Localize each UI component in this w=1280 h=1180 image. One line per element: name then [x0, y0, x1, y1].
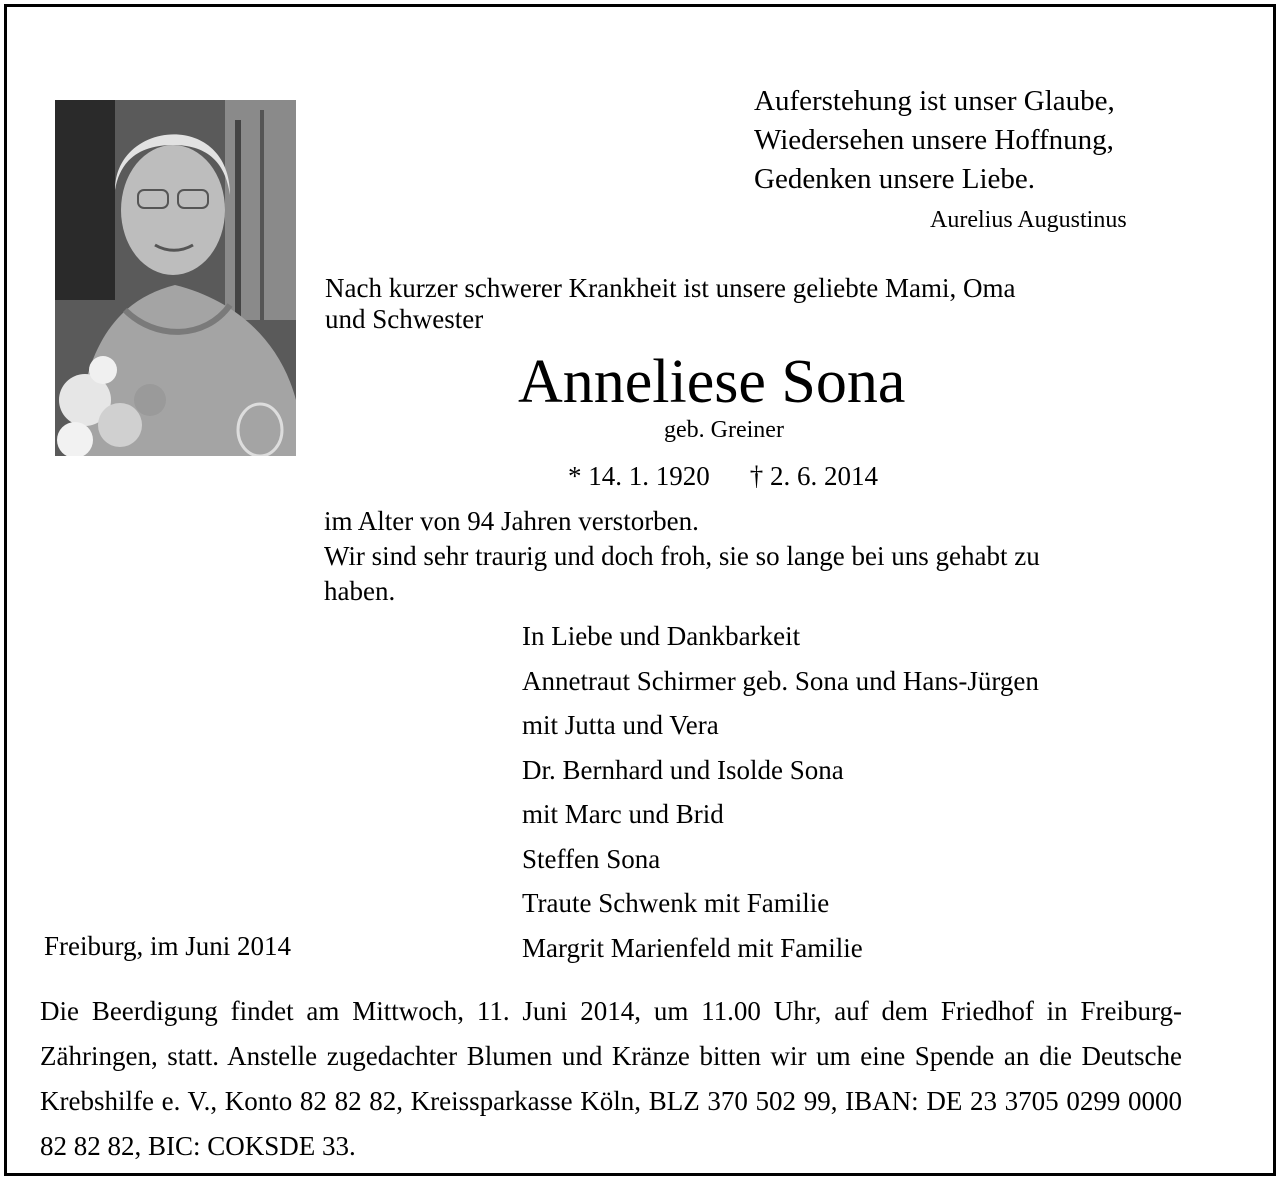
intro-text — [325, 273, 1015, 335]
mourner-line: mit Jutta und Vera — [522, 710, 719, 740]
quote-author: Aurelius Augustinus — [930, 207, 1127, 233]
quote — [754, 82, 1115, 199]
deceased-name: Anneliese Sona — [518, 348, 906, 416]
age-line: Wir sind sehr traurig und doch froh, sie so lange bei uns gehabt zu — [324, 541, 1040, 571]
portrait-photo-icon — [55, 100, 296, 456]
mourner-line: In Liebe und Dankbarkeit — [522, 621, 801, 651]
intro-line: Nach kurzer schwerer Krankheit ist unsere geliebte Mami, Oma — [325, 273, 1016, 303]
maiden-name: geb. Greiner — [664, 417, 784, 443]
mourner-line: mit Marc und Brid — [522, 799, 724, 829]
mourner-line: Margrit Marienfeld mit Familie — [522, 932, 863, 963]
death-date: † 2. 6. 2014 — [749, 461, 878, 491]
age-line: im Alter von 94 Jahren verstorben. — [324, 506, 699, 536]
life-dates — [568, 461, 878, 492]
mourner-line: Dr. Bernhard und Isolde Sona — [522, 754, 844, 785]
age-line: haben. — [324, 576, 396, 606]
quote-line: Auferstehung ist unser Glaube, — [754, 85, 1115, 117]
portrait-photo — [55, 100, 296, 456]
quote-line: Gedenken unsere Liebe. — [754, 163, 1036, 195]
quote-line: Wiedersehen unsere Hoffnung, — [754, 124, 1114, 156]
mourner-line: Steffen Sona — [522, 843, 661, 874]
mourner-line: Annetraut Schirmer geb. Sona und Hans-Jürgen — [522, 665, 1039, 696]
intro-line: und Schwester — [325, 304, 484, 334]
place-date: Freiburg, im Juni 2014 — [44, 931, 292, 961]
age-text — [324, 504, 1040, 609]
funeral-info: Die Beerdigung findet am Mittwoch, 11. Juni 2014, um 11.00 Uhr, auf dem Friedhof in Freiburg-Zähringen, statt. Anstelle zugedachter Blumen und Kränze bitten wir um eine Spende an die Deutsche Krebshilfe e. V., Konto 82 82 82, Kreissparkasse Köln, BLZ 370 502 99, IBAN: DE 23 3705 0299 0000 82 82 82, BIC: COKSDE 33. — [40, 996, 1182, 1161]
mourners-list — [522, 614, 1039, 970]
birth-date: * 14. 1. 1920 — [568, 461, 710, 491]
mourner-line: Traute Schwenk mit Familie — [522, 888, 830, 918]
